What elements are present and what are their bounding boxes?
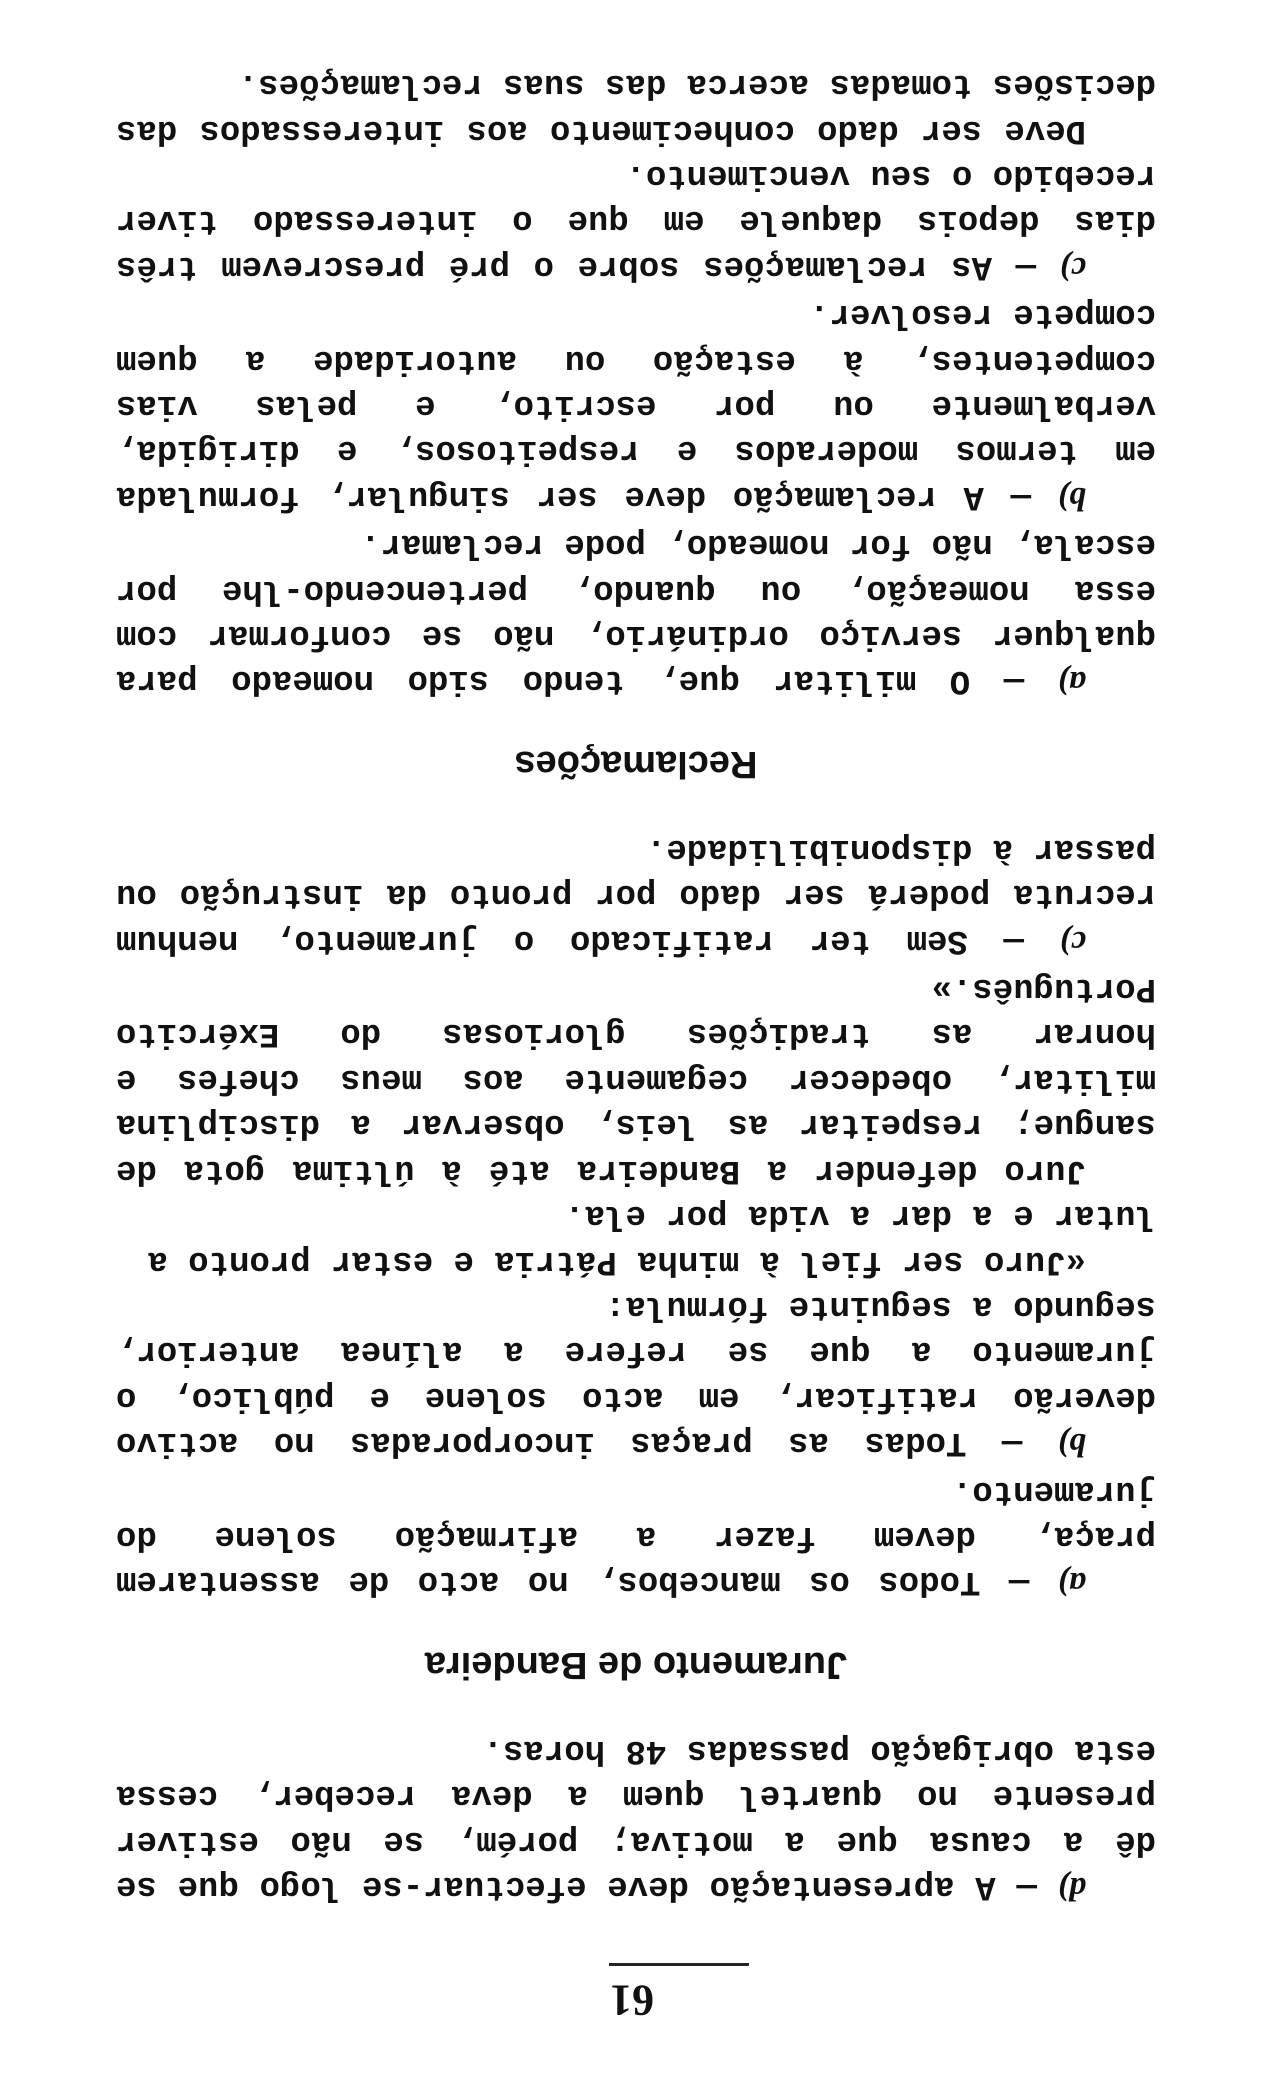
item-text: — Sem ter ratificado o juramento, nenhum recruta poderá ser dado por pronto da instrução ou passar à disponibilidade. — [116, 829, 1156, 959]
item-text: — A apresentação deve efectuar-se logo que se dê a causa que a motiva; porém, se não estiver presente no quartel quem a deva receber, cessa esta obrigação passadas 48 horas. — [116, 1730, 1156, 1905]
item-text: — Todas as praças incorporadas no activo deverão ratificar, em acto solene e público, o juramento a que se refere a alínea anterior, segundo a seguinte fórmula: — [116, 1286, 1156, 1462]
item-text: — As reclamações sobre o pré prescrevem três dias depois daquele em que o interessado tiver recebido o seu vencimento. — [116, 156, 1156, 285]
item-text: — A reclamação deve ser singular, formulada em termos moderados e respeitosos, e dirigida, verbalmente ou por escrito, e pelas vias competentes, à estação ou autoridade a quem compete resolver. — [116, 295, 1156, 515]
item-text: — O militar que, tendo sido nomeado para qualquer serviço ordinário, não se conformar com essa nomeação, ou quando, pertencendo-lhe por escala, não for nomeado, pode reclamar. — [116, 525, 1156, 700]
item-label: a) — [1057, 664, 1086, 702]
juramento-item-a — [116, 1467, 1156, 1606]
item-label: b) — [1057, 1426, 1086, 1464]
juramento-item-c — [116, 825, 1156, 964]
reclamacoes-item-a — [116, 521, 1156, 706]
page-text — [116, 61, 1156, 1911]
paragraph-d-apresentacao — [116, 1726, 1156, 1911]
oath-first-line: «Juro ser fiel à minha Pátria e estar pronto a lutar e a dar a vida por ela. — [147, 1196, 1156, 1280]
heading-juramento-de-bandeira: Juramento de Bandeira — [424, 1644, 848, 1687]
item-label: b) — [1057, 479, 1086, 517]
item-label: d) — [1057, 1870, 1086, 1907]
oath-second-paragraph: Juro defender a Bandeira até à última gota de sangue; respeitar as leis, observar a disciplina militar, obedecer cegamente aos meus chefes e honrar as tradições gloriosas do Exército Português.» — [116, 969, 1156, 1189]
header-rule — [609, 1963, 749, 1966]
item-label: a) — [1057, 1565, 1086, 1603]
page-number: 61 — [610, 1976, 654, 2025]
item-label: c) — [1059, 923, 1086, 961]
heading-reclamacoes: Reclamações — [514, 743, 758, 786]
reclamacoes-final-paragraph: Deve ser dado conhecimento aos interessados das decisões tomadas acerca das suas reclamações. — [116, 65, 1156, 149]
item-text: — Todos os mancebos, no acto de assentarem praça, devem fazer a afirmação solene do juramento. — [116, 1471, 1156, 1601]
reclamacoes-item-b — [116, 291, 1156, 521]
reclamacoes-item-c — [116, 152, 1156, 291]
juramento-item-b — [116, 1283, 1156, 1468]
item-label: c) — [1059, 249, 1086, 287]
